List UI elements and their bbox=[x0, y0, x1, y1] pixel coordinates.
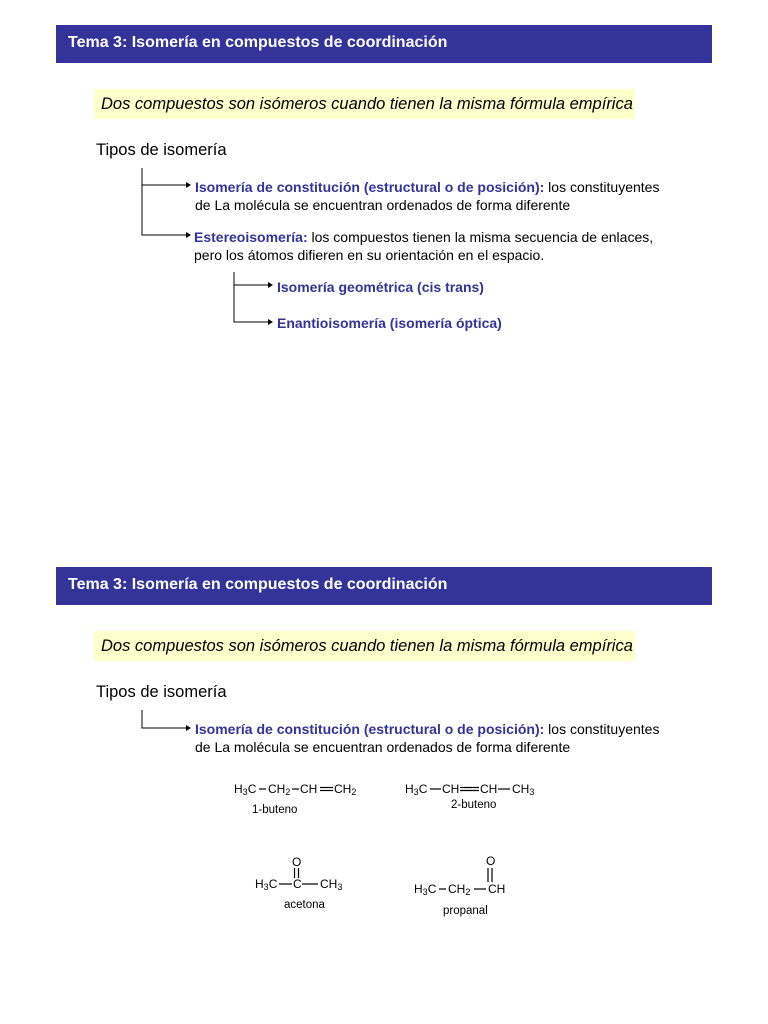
arrowhead-enantio bbox=[268, 319, 273, 325]
constitution-line1 bbox=[195, 178, 659, 196]
butene2-c2: CH bbox=[442, 782, 460, 796]
types-heading: Tipos de isomería bbox=[96, 141, 227, 159]
arrowhead-constitution bbox=[186, 182, 191, 188]
acetone-c1: $H_3C$ bbox=[255, 877, 278, 892]
constitution-line2: de La molécula se encuentran ordenados de forma diferente bbox=[195, 197, 571, 213]
butene1-c1: $H_3C$ bbox=[234, 782, 257, 797]
constitution-term: Isomería de constitución (estructural o de posición): bbox=[195, 179, 545, 195]
constitution-line2: de La molécula se encuentran ordenados de forma diferente bbox=[195, 739, 571, 755]
constitution-desc1: los constituyentes bbox=[544, 179, 660, 195]
acetone-c2: C bbox=[293, 877, 302, 891]
arrowhead-stereo bbox=[186, 232, 191, 238]
propanal-c1: $H_3C$ bbox=[414, 882, 437, 897]
connector-constitution bbox=[142, 168, 186, 185]
butene2-c1: $H_3C$ bbox=[405, 782, 428, 797]
constitution-desc1: los constituyentes bbox=[544, 721, 660, 737]
geometric-isomerism: Isomería geométrica (cis trans) bbox=[277, 279, 484, 295]
structure-bonds bbox=[0, 512, 768, 1024]
types-heading: Tipos de isomería bbox=[96, 683, 227, 701]
propanal-oxygen: O bbox=[486, 854, 496, 868]
stereo-term: Estereoisomería: bbox=[194, 229, 308, 245]
arrowhead-geometric bbox=[268, 282, 273, 288]
definition-text: Dos compuestos son isómeros cuando tienen la misma fórmula empírica bbox=[101, 637, 633, 655]
page-title: Tema 3: Isomería en compuestos de coordinación bbox=[68, 576, 448, 593]
butene1-caption: 1-buteno bbox=[252, 804, 298, 816]
butene2-caption: 2-buteno bbox=[451, 799, 497, 811]
connector-geometric bbox=[234, 272, 268, 285]
stereo-line2: pero los átomos difieren en su orientación en el espacio. bbox=[194, 247, 545, 263]
stereo-line1 bbox=[194, 228, 653, 246]
butene2-c3: CH bbox=[480, 782, 498, 796]
butene2-c4: $CH_3$ bbox=[512, 782, 535, 797]
propanal-c2: $CH_2$ bbox=[448, 882, 471, 897]
butene1-c3: CH bbox=[300, 782, 318, 796]
connector-enantio bbox=[234, 285, 268, 322]
propanal-c3: CH bbox=[488, 882, 506, 896]
butene1-c4: $CH_2$ bbox=[334, 782, 357, 797]
acetone-oxygen: O bbox=[292, 855, 302, 869]
acetone-caption: acetona bbox=[284, 899, 325, 911]
butene1-c2: $CH_2$ bbox=[268, 782, 291, 797]
constitution-term: Isomería de constitución (estructural o de posición): bbox=[195, 721, 545, 737]
connector-stereo bbox=[142, 185, 186, 235]
stereo-desc1: los compuestos tienen la misma secuencia de enlaces, bbox=[307, 229, 654, 245]
acetone-c3: $CH_3$ bbox=[320, 877, 343, 892]
definition-text: Dos compuestos son isómeros cuando tienen la misma fórmula empírica bbox=[101, 95, 633, 113]
enantio-isomerism: Enantioisomería (isomería óptica) bbox=[277, 315, 502, 331]
page-title: Tema 3: Isomería en compuestos de coordinación bbox=[68, 34, 448, 51]
slide-2 bbox=[0, 512, 768, 1024]
propanal-caption: propanal bbox=[443, 905, 488, 917]
